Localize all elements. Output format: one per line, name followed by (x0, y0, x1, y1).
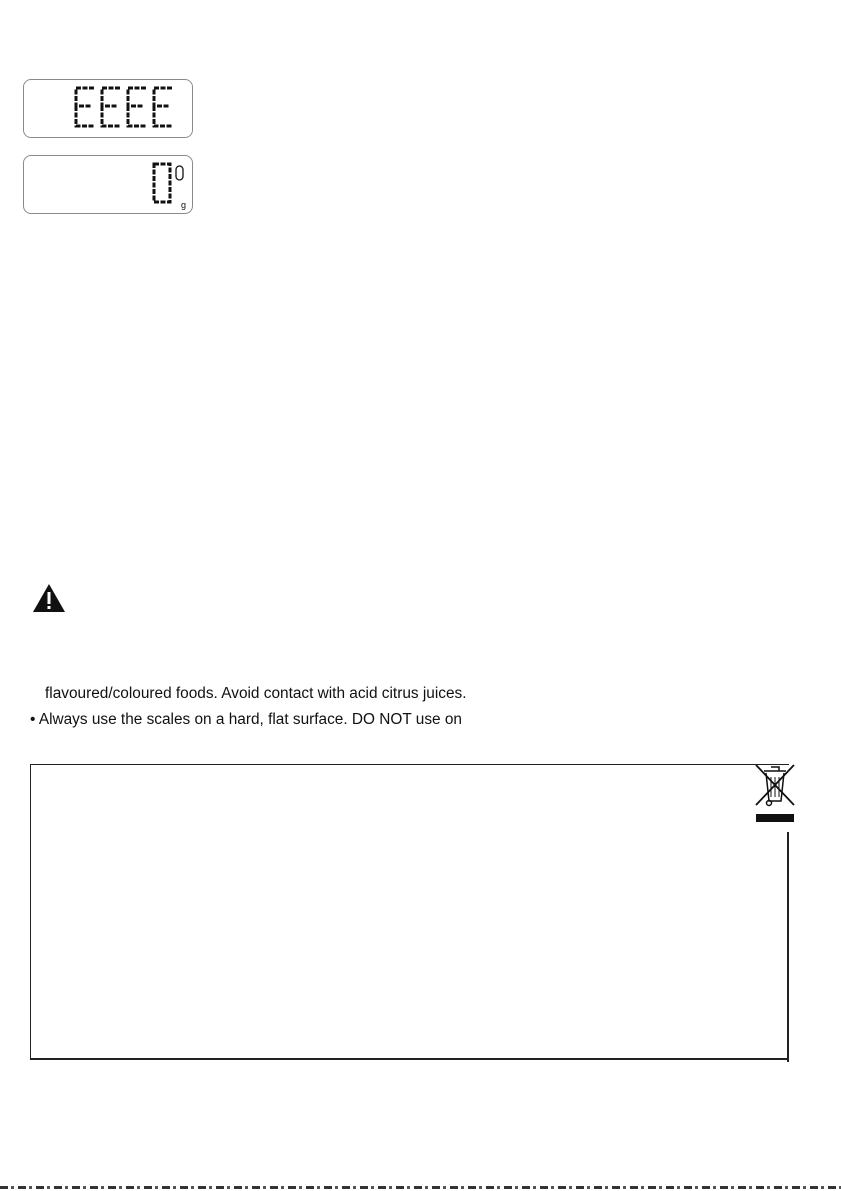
lcd-zero-display (23, 155, 193, 214)
lcd-zero-digit (24, 156, 192, 213)
battery-indicator-icon (176, 166, 183, 180)
lcd-error-display (23, 79, 193, 138)
warning-triangle-icon (32, 583, 66, 613)
care-text-line: flavoured/coloured foods. Avoid contact with acid citrus juices. (45, 685, 467, 702)
crossed-out-wheelie-bin-icon (752, 761, 798, 823)
weight-unit: g (180, 200, 186, 210)
disposal-info-box (30, 764, 789, 1060)
surface-instruction-line: • Always use the scales on a hard, flat surface. DO NOT use on (30, 711, 462, 728)
disposal-box-right-edge (787, 832, 789, 1062)
lcd-eeee-digits (24, 80, 192, 137)
page-bottom-rule (0, 1186, 841, 1189)
